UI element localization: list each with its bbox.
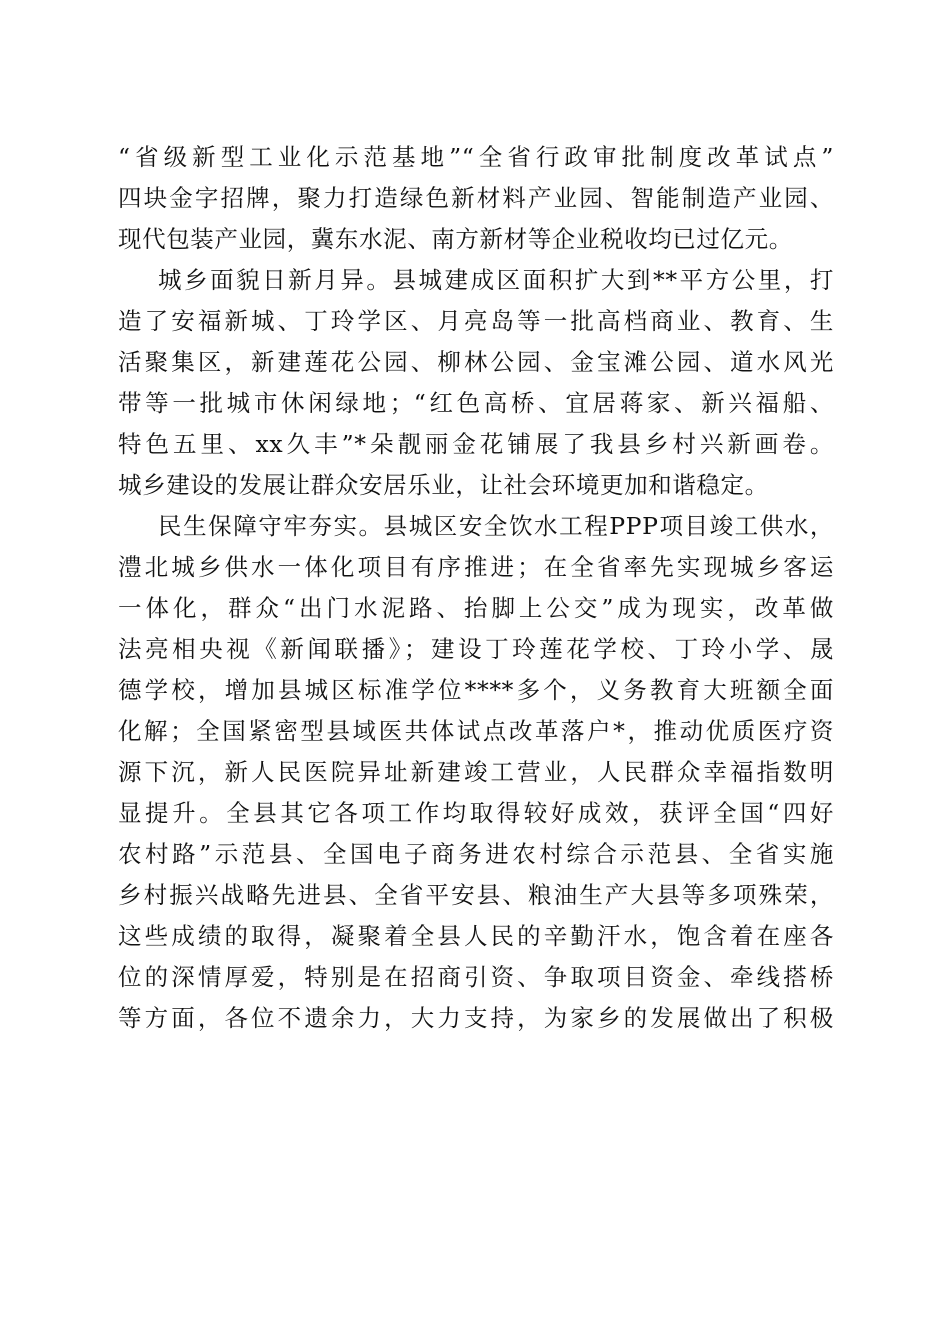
text-line: 带等一批城市休闲绿地；“红色高桥、宜居蒋家、新兴福船、: [118, 389, 834, 417]
text-line: 特色五里、xx久丰”*朵靓丽金花铺展了我县乡村兴新画卷。: [118, 430, 834, 458]
text-line: 显提升。全县其它各项工作均取得较好成效，获评全国“四好: [118, 799, 834, 827]
text-line: 源下沉，新人民医院异址新建竣工营业，人民群众幸福指数明: [118, 758, 834, 786]
text-line: 澧北城乡供水一体化项目有序推进；在全省率先实现城乡客运: [118, 553, 834, 581]
text-line: 现代包装产业园，冀东水泥、南方新材等企业税收均已过亿元。: [118, 225, 793, 253]
text-line: 一体化，群众“出门水泥路、抬脚上公交”成为现实，改革做: [118, 594, 834, 622]
text-line: 位的深情厚爱，特别是在招商引资、争取项目资金、牵线搭桥: [118, 963, 834, 991]
text-line: 这些成绩的取得，凝聚着全县人民的辛勤汗水，饱含着在座各: [118, 922, 834, 950]
text-line: 活聚集区，新建莲花公园、柳林公园、金宝滩公园、道水风光: [118, 348, 834, 376]
text-line: 城乡面貌日新月异。县城建成区面积扩大到**平方公里，打: [158, 266, 834, 294]
text-line: 城乡建设的发展让群众安居乐业，让社会环境更加和谐稳定。: [118, 471, 769, 499]
text-line: 造了安福新城、丁玲学区、月亮岛等一批高档商业、教育、生: [118, 307, 834, 335]
text-line: 四块金字招牌，聚力打造绿色新材料产业园、智能制造产业园、: [118, 184, 834, 212]
text-line: 法亮相央视《新闻联播》；建设丁玲莲花学校、丁玲小学、晟: [118, 635, 834, 663]
body-text: [118, 137, 834, 1039]
text-line: “省级新型工业化示范基地”“全省行政审批制度改革试点”: [118, 143, 834, 171]
text-line: 德学校，增加县城区标准学位****多个，义务教育大班额全面: [118, 676, 834, 704]
text-line: 化解；全国紧密型县域医共体试点改革落户*，推动优质医疗资: [118, 717, 834, 745]
text-line: 农村路”示范县、全国电子商务进农村综合示范县、全省实施: [118, 840, 834, 868]
text-line: 乡村振兴战略先进县、全省平安县、粮油生产大县等多项殊荣，: [118, 881, 834, 909]
text-line: 等方面，各位不遗余力，大力支持，为家乡的发展做出了积极: [118, 1004, 834, 1032]
text-line: 民生保障守牢夯实。县城区安全饮水工程PPP项目竣工供水，: [158, 512, 834, 540]
